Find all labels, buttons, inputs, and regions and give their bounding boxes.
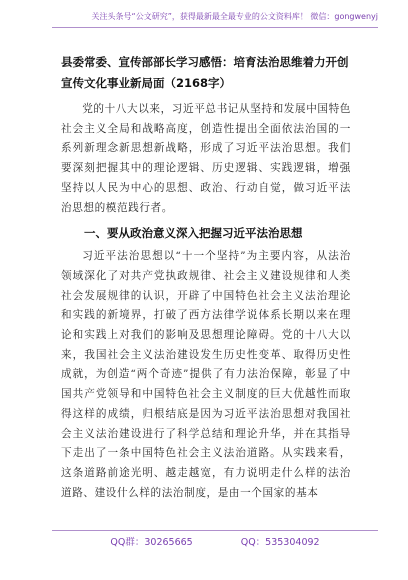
footer-divider: [52, 530, 378, 531]
qq-contact-number: QQ：535304092: [240, 537, 320, 548]
paragraph-section-1: 习近平法治思想以“十一个坚持”为主要内容，从法治领域深化了对共产党执政规律、社会主义建设规律和人类社会发展规律的认识，开辟了中国特色社会主义法治理论和实践的新境界，打破了西方法律学说体系长期以来在理论和实践上对我们的影响及思想理论障碍。党的十八大以来，我国社会主义法治建设发生历史性变革、取得历史性成就，为创造“两个奇迹”提供了有力法治保障，彰显了中国共产党领导和中国特色社会主义制度的巨大优越性而取得这样的成绩，归根结底是因为习近平法治思想对我国社会主义法治建设进行了科学总结和理论升华，并在其指导下走出了一条中国特色社会主义法治道路。从实践来看，这条道路前途光明、越走越宽，有力说明走什么样的法治道路、建设什么样的法治制度，是由一个国家的基本: [61, 250, 351, 499]
page-footer: [52, 534, 378, 548]
qq-group-number: QQ群：30265665: [110, 537, 193, 548]
document-title: 县委常委、宣传部部长学习感悟：培育法治思维着力开创宣传文化事业新局面（2168字）: [61, 55, 349, 90]
header-divider: [52, 27, 378, 28]
paragraph-intro: 党的十八大以来，习近平总书记从坚持和发展中国特色社会主义全局和战略高度，创造性提出全面依法治国的一系列新理念新思想新战略，形成了习近平法治思想。我们要深刻把握其中的理论逻辑、历史逻辑、实践逻辑，增强坚持以人民为中心的思想、政治、行动自觉，做习近平法治思想的模范践行者。: [61, 103, 351, 214]
document-body: [61, 52, 351, 503]
section-heading-1: 一、要从政治意义深入把握习近平法治思想: [84, 226, 303, 241]
page-header: 关注头条号“公文研究”，获得最新最全最专业的公文资料库！ 微信：gongwenyj: [91, 12, 378, 21]
